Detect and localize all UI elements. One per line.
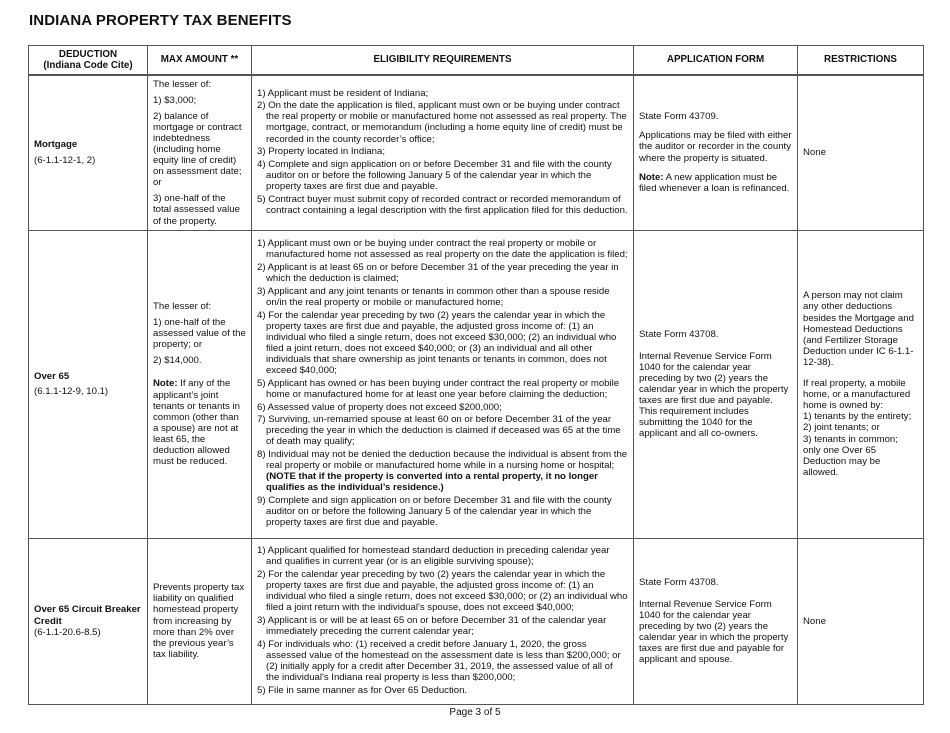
restrictions-cell — [798, 230, 924, 538]
table-row — [29, 538, 924, 704]
requirement-item: 4) For the calendar year preceding by two (2) years the calendar year in which the property taxes are first due and payable, the adjusted gross income of: (1) an individual who filed a single return, does not exceed $30,000; (2) an individual who filed a joint return, does not exceed $40,000; or (3) an individual and all other individuals that share ownership as joint tenants or tenants in common, does not exceed $40,000; — [257, 309, 617, 377]
max-line: 3) one-half of the total assessed value of the property. — [153, 193, 240, 227]
requirement-item: 1) Applicant qualified for homestead standard deduction in preceding calendar year and qualifies in current year (or is an eligible surviving spouse); — [257, 545, 610, 568]
page-footer: Page 3 of 5 — [449, 707, 501, 718]
eligibility-cell — [252, 230, 634, 538]
max-amount-cell: Prevents property tax liability on qualified homestead property from increasing by more than 2% over the previous year’s tax liability. — [148, 538, 252, 704]
note-label: Note: — [153, 378, 178, 390]
note-text: If any of the applicant’s joint tenants or tenants in common (other than a spouse) are not at least 65, the deduction allowed must be reduced. — [153, 378, 240, 468]
restriction-text: 1) tenants by the entirety; — [803, 411, 912, 423]
note-label: Note: — [639, 171, 664, 183]
application-text: Internal Revenue Service Form 1040 for the calendar year preceding by two (2) years the calendar year in which the property taxes are first due and payable for applicant and spouse. — [639, 598, 789, 666]
restrictions-cell: None — [798, 75, 924, 231]
header-eligibility: ELIGIBILITY REQUIREMENTS — [252, 46, 634, 75]
header-restrictions: RESTRICTIONS — [798, 46, 924, 75]
restriction-text: If real property, a mobile home, or a manufactured home is owned by: — [803, 378, 911, 412]
requirement-item: 2) On the date the application is filed, applicant must own or be buying under contract the real property or mobile or manufactured home not assessed as real property. The mortgage, contract, or memorandum (including a home equity line of credit) must be recorded in the county recorder’s office; — [257, 100, 627, 145]
deduction-cell — [29, 75, 148, 231]
benefits-table — [28, 45, 924, 705]
header-max-amount: MAX AMOUNT ** — [148, 46, 252, 75]
max-line: 1) $3,000; — [153, 94, 197, 106]
requirement-text: 8) Individual may not be denied the deduction because the individual is absent from the real property or mobile or manufactured home while in a nursing home or hospital; — [257, 449, 628, 472]
application-cell — [634, 538, 798, 704]
header-application-form: APPLICATION FORM — [634, 46, 798, 75]
max-line: The lesser of: — [153, 301, 212, 313]
deduction-cell — [29, 538, 148, 704]
deduction-name: Over 65 — [34, 371, 70, 383]
requirement-item — [257, 449, 628, 493]
requirement-item: 6) Assessed value of property does not exceed $200,000; — [257, 401, 502, 413]
requirement-item: 2) Applicant is at least 65 on or before December 31 of the year preceding the year in which the deduction is claimed; — [257, 262, 619, 285]
application-form-name: State Form 43709. — [639, 111, 719, 123]
deduction-cell — [29, 230, 148, 538]
application-form-name: State Form 43708. — [639, 328, 719, 340]
restriction-text: 3) tenants in common; — [803, 433, 898, 445]
note-text: A new application must be filed whenever a loan is refinanced. — [639, 171, 790, 194]
requirement-item: 5) Contract buyer must submit copy of recorded contract or recorded memorandum of contract containing a legal description with the first application filed for this deduction. — [257, 193, 628, 216]
table-header-row — [29, 46, 924, 75]
restriction-text: only one Over 65 Deduction may be allowed. — [803, 444, 881, 478]
header-deduction-sub: (Indiana Code Cite) — [43, 59, 133, 71]
requirement-item: 9) Complete and sign application on or before December 31 and file with the county auditor on or before the following January 5 of the calendar year in which the property taxes are first due and payable. — [257, 495, 612, 529]
table-row — [29, 230, 924, 538]
max-line: The lesser of: — [153, 78, 212, 90]
header-deduction-label: DEDUCTION — [58, 48, 118, 60]
requirement-item: 5) Applicant has owned or has been buying under contract the real property or mobile home or manufactured home for at least one year before claiming the deduction; — [257, 377, 620, 400]
application-text: Applications may be filed with either the auditor or recorder in the county where the property is situated. — [639, 130, 792, 164]
requirement-item: 3) Property located in Indiana; — [257, 146, 385, 158]
eligibility-cell — [252, 538, 634, 704]
max-line: 2) balance of mortgage or contract indebtedness (including home equity line of credit) on assessment date; or — [153, 110, 242, 189]
restrictions-cell: None — [798, 538, 924, 704]
requirement-item: 7) Surviving, un-remarried spouse at least 60 on or before December 31 of the year preceding the year in which the deduction is claimed if deceased was 65 at the time of death may qualify; — [257, 414, 621, 448]
requirement-bold-note: (NOTE that if the property is converted into a rental property, it no longer qualifies as the individual’s residence.) — [266, 471, 598, 494]
requirement-item: 1) Applicant must be resident of Indiana; — [257, 87, 429, 99]
max-amount-cell — [148, 230, 252, 538]
deduction-cite: (6.1.1-12-9, 10.1) — [34, 386, 109, 398]
application-note — [639, 172, 792, 194]
application-cell — [634, 230, 798, 538]
deduction-cite: (6-1.1-12-1, 2) — [34, 154, 96, 166]
requirement-item: 4) Complete and sign application on or before December 31 and file with the county auditor on or before the following January 5 of the calendar year in which the property taxes are first due and payable. — [257, 158, 612, 193]
page-title: INDIANA PROPERTY TAX BENEFITS — [29, 12, 292, 29]
max-amount-cell — [148, 75, 252, 231]
requirement-item: 3) Applicant is or will be at least 65 on or before December 31 of the calendar year immediately preceding the current calendar year; — [257, 614, 607, 637]
requirement-item: 2) For the calendar year preceding by two (2) years the calendar year in which the property taxes are first due and payable, the adjusted gross income of: (1) an individual who filed a single return, does not exceed $30,000; or (2) an individual who filed a joint return with the individual's spouse, does not exceed $40,000; — [257, 568, 628, 614]
table-row — [29, 75, 924, 231]
requirement-item: 4) For individuals who: (1) received a credit before January 1, 2020, the gross assessed value of the homestead on the assessment date is less than $200,000; or (2) initially apply for a credit after December 31, 2019, the assessed value of all of the individual's Indiana real property is less than $200,000; — [257, 638, 621, 683]
max-note — [153, 378, 246, 467]
requirement-item: 3) Applicant and any joint tenants or tenants in common other than a spouse reside on/in the real property or mobile or manufactured home; — [257, 285, 610, 308]
application-cell — [634, 75, 798, 231]
requirement-item: 5) File in same manner as for Over 65 Deduction. — [257, 684, 468, 696]
deduction-cite: (6-1.1-20.6-8.5) — [34, 626, 101, 638]
requirement-item: 1) Applicant must own or be buying under contract the real property or mobile or manufactured home not assessed as real property on the date the application is filed; — [257, 238, 628, 261]
restriction-text: A person may not claim any other deductions besides the Mortgage and Homestead Deductions (and Fertilizer Storage Deduction under IC 6-1.1-12-38). — [803, 290, 914, 368]
deduction-name: Over 65 Circuit Breaker Credit — [34, 604, 141, 627]
header-deduction — [29, 46, 148, 75]
max-line: 2) $14,000. — [153, 355, 202, 367]
application-form-name: State Form 43708. — [639, 576, 719, 588]
application-text: Internal Revenue Service Form 1040 for the calendar year preceding by two (2) years the calendar year in which the property taxes are first due and payable. This requirement includes submitting the 1040 for the applicant and all co-owners. — [639, 350, 789, 440]
eligibility-cell — [252, 75, 634, 231]
restriction-text: 2) joint tenants; or — [803, 422, 880, 434]
deduction-name: Mortgage — [34, 139, 78, 151]
max-line: 1) one-half of the assessed value of the property; or — [153, 317, 246, 351]
